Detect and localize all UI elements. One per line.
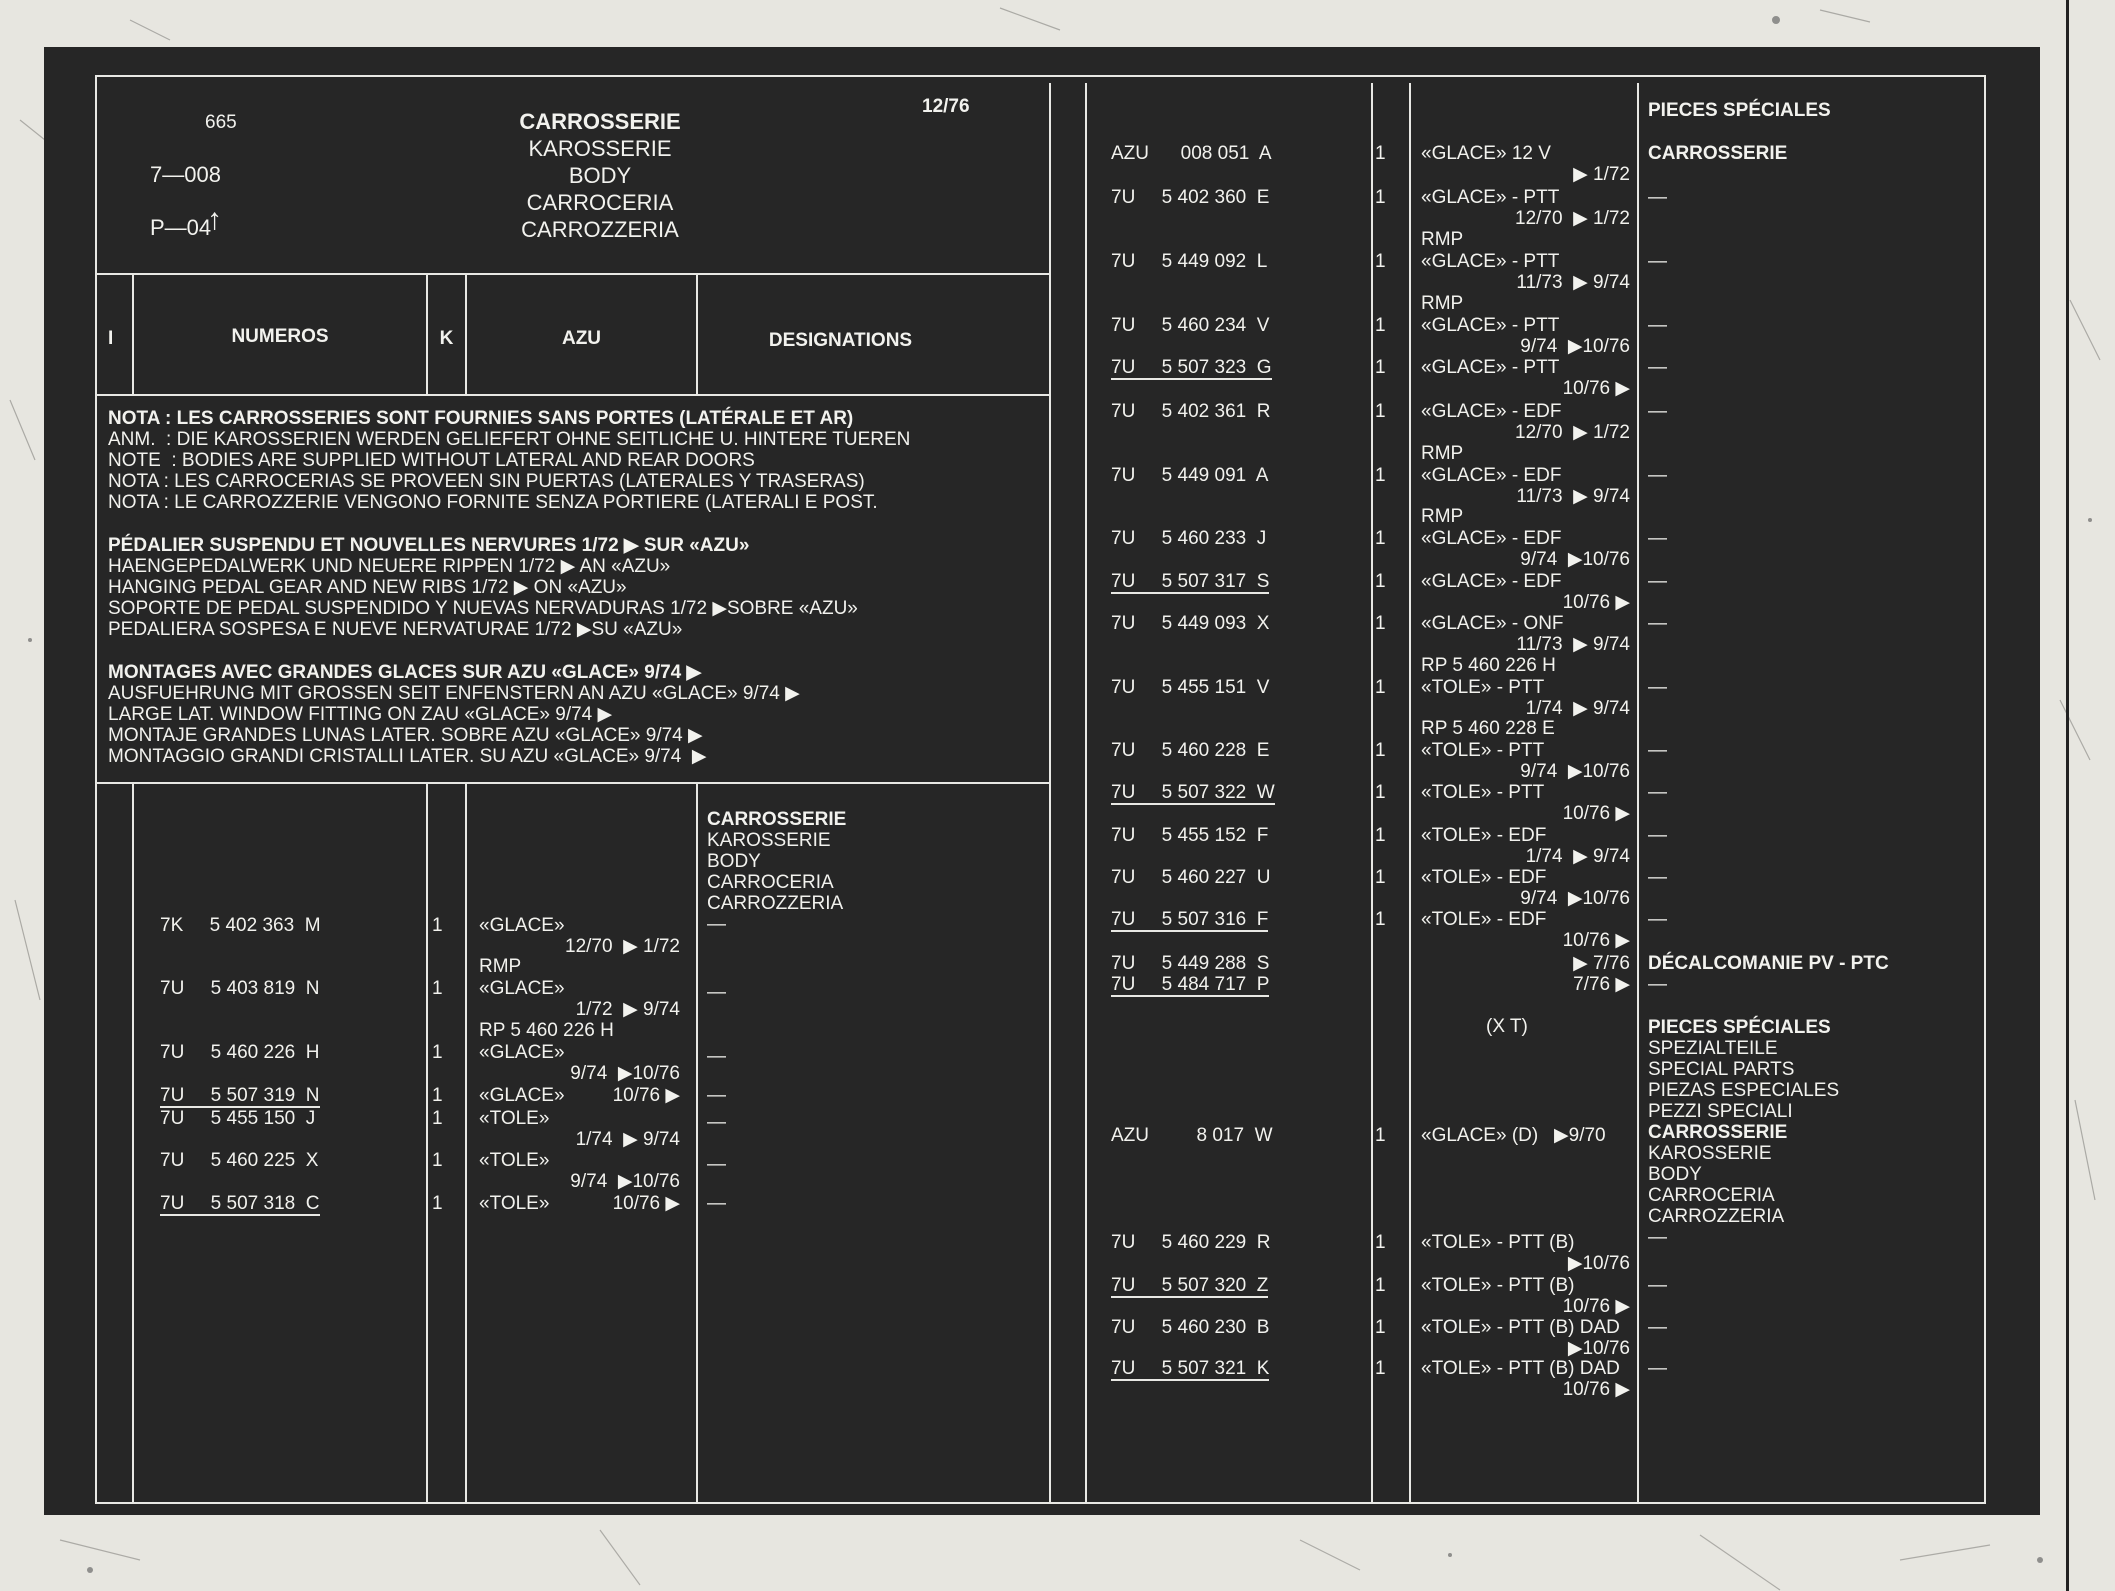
- quantity: 1: [1375, 571, 1386, 592]
- azu-label: «GLACE» - PTT: [1421, 357, 1560, 378]
- designation: —: [1648, 251, 1667, 272]
- azu-label: «TOLE» - PTT: [1421, 740, 1545, 761]
- period: 7/76 ▶: [1573, 974, 1630, 995]
- azu-label: «TOLE» - PTT (B) DAD: [1421, 1358, 1620, 1379]
- quantity: 1: [1375, 187, 1386, 208]
- title-line: BODY: [568, 163, 632, 188]
- designation: —: [1648, 782, 1667, 803]
- azu-label: «GLACE»: [479, 978, 565, 999]
- part-number: 7U 5 402 360 E: [1111, 187, 1270, 208]
- part-number: 7U 5 507 321 K: [1111, 1358, 1270, 1379]
- period: 10/76 ▶: [612, 1193, 680, 1214]
- quantity: 1: [1375, 465, 1386, 486]
- note-line: LARGE LAT. WINDOW FITTING ON ZAU «GLACE» 9/74 ▶: [108, 704, 613, 725]
- grid-line: [1637, 83, 1639, 1504]
- quantity: 1: [1375, 782, 1386, 803]
- period: 9/74 ▶10/76: [1520, 549, 1630, 570]
- grid-line: [1371, 83, 1373, 1504]
- quantity: 1: [1375, 357, 1386, 378]
- part-number: 7U 5 460 226 H: [160, 1042, 320, 1063]
- special-titles: [1648, 1017, 1839, 1248]
- designation: —: [1648, 825, 1667, 846]
- grid-line: [1409, 83, 1411, 1504]
- period: 9/74 ▶10/76: [570, 1063, 680, 1084]
- quantity: 1: [432, 1108, 443, 1129]
- note-line: SOPORTE DE PEDAL SUSPENDIDO Y NUEVAS NERVADURAS 1/72 ▶SOBRE «AZU»: [108, 598, 858, 619]
- grid-line: [696, 782, 698, 1504]
- grid-line: [132, 782, 134, 1504]
- period: 9/74 ▶10/76: [1520, 761, 1630, 782]
- part-number: 7U 5 460 227 U: [1111, 867, 1271, 888]
- designation: —: [1648, 867, 1667, 888]
- note-line: NOTA : LE CARROZZERIE VENGONO FORNITE SENZA PORTIERE (LATERALI E POST.: [108, 492, 878, 513]
- quantity: 1: [432, 1150, 443, 1171]
- grid-line: [95, 782, 1050, 784]
- designation: —: [707, 1046, 726, 1067]
- azu-label: «TOLE»: [479, 1150, 550, 1171]
- heading-line: BODY: [707, 851, 761, 872]
- note-line: PEDALIERA SOSPESA E NUEVE NERVATURAE 1/72 ▶SU «AZU»: [108, 619, 683, 640]
- period: 1/74 ▶ 9/74: [1525, 846, 1630, 867]
- part-number: 7U 5 507 317 S: [1111, 571, 1270, 592]
- part-number: 7U 5 460 233 J: [1111, 528, 1267, 549]
- quantity: 1: [1375, 1317, 1386, 1338]
- period: 10/76 ▶: [1562, 592, 1630, 613]
- designation: —: [1648, 528, 1667, 549]
- azu-label: «GLACE»: [479, 1042, 565, 1063]
- grid-line: [95, 273, 1050, 275]
- designation: —: [1648, 401, 1667, 422]
- designation: —: [1648, 909, 1667, 930]
- quantity: 1: [1375, 825, 1386, 846]
- special-line: CARROCERIA: [1648, 1185, 1775, 1206]
- azu-label: «TOLE»: [479, 1193, 550, 1214]
- part-number: 7U 5 460 230 B: [1111, 1317, 1270, 1338]
- special-line: PEZZI SPECIALI: [1648, 1101, 1793, 1122]
- period: ▶ 7/76: [1573, 953, 1630, 974]
- prefix-note: RP 5 460 228 E: [1421, 718, 1555, 739]
- part-number: 7U 5 455 151 V: [1111, 677, 1270, 698]
- designation: —: [1648, 357, 1667, 378]
- part-number: 7U 5 507 323 G: [1111, 357, 1272, 378]
- note-line: HANGING PEDAL GEAR AND NEW RIBS 1/72 ▶ ON «AZU»: [108, 577, 627, 598]
- period: 11/73 ▶ 9/74: [1516, 486, 1630, 507]
- part-number: 7U 5 449 091 A: [1111, 465, 1269, 486]
- part-number: 7U 5 507 318 C: [160, 1193, 320, 1214]
- period: 11/73 ▶ 9/74: [1516, 634, 1630, 655]
- quantity: 1: [432, 915, 443, 936]
- designation: —: [1648, 1275, 1667, 1296]
- period: 11/73 ▶ 9/74: [1516, 272, 1630, 293]
- col-header-k: K: [439, 328, 454, 349]
- part-number: 7U 5 484 717 P: [1111, 974, 1270, 995]
- prefix-note: RMP: [1421, 506, 1464, 527]
- title-line: CARROCERIA: [526, 190, 674, 215]
- quantity: 1: [432, 1085, 443, 1106]
- azu-label: «TOLE» - EDF: [1421, 867, 1547, 888]
- ref-number-2: P—04: [150, 215, 212, 240]
- azu-label: «GLACE» - PTT: [1421, 315, 1560, 336]
- designation: —: [1648, 740, 1667, 761]
- heading-line: CARROZZERIA: [707, 893, 844, 914]
- heading-line: CARROCERIA: [707, 872, 834, 893]
- prefix-note: RMP: [1421, 293, 1464, 314]
- azu-label: «GLACE» - EDF: [1421, 571, 1562, 592]
- designation: —: [1648, 1317, 1667, 1338]
- heading-dash: —: [707, 914, 726, 935]
- part-number: 7U 5 507 322 W: [1111, 782, 1275, 803]
- azu-label: «TOLE» - PTT (B) DAD: [1421, 1317, 1620, 1338]
- page-number: 665: [205, 112, 237, 133]
- title-line: KAROSSERIE: [528, 136, 672, 161]
- part-number: 7U 5 449 093 X: [1111, 613, 1270, 634]
- quantity: 1: [1375, 1275, 1386, 1296]
- period: 10/76 ▶: [1562, 1296, 1630, 1317]
- part-number: 7U 5 507 316 F: [1111, 909, 1269, 930]
- azu-label: «TOLE» - EDF: [1421, 909, 1547, 930]
- designation: DÉCALCOMANIE PV - PTC: [1648, 953, 1889, 974]
- note-line: ANM. : DIE KAROSSERIEN WERDEN GELIEFERT OHNE SEITLICHE U. HINTERE TUEREN: [108, 429, 911, 450]
- designation: —: [1648, 571, 1667, 592]
- azu-label: «GLACE» - PTT: [1421, 187, 1560, 208]
- ref-number: 7—008: [150, 162, 221, 187]
- period: 12/70 ▶ 1/72: [565, 936, 680, 957]
- azu-label: «TOLE» - PTT (B): [1421, 1275, 1575, 1296]
- designation: —: [1648, 613, 1667, 634]
- designation: —: [1648, 1358, 1667, 1379]
- azu-label: «GLACE» - PTT: [1421, 251, 1560, 272]
- special-dash: —: [1648, 1227, 1667, 1248]
- azu-label: «GLACE» - EDF: [1421, 528, 1562, 549]
- period: 10/76 ▶: [1562, 1379, 1630, 1400]
- quantity: 1: [1375, 401, 1386, 422]
- azu-label: «TOLE» - PTT: [1421, 677, 1545, 698]
- designation: —: [1648, 187, 1667, 208]
- quantity: 1: [1375, 613, 1386, 634]
- designation: —: [1648, 677, 1667, 698]
- designation: CARROSSERIE: [1648, 143, 1788, 164]
- note-line: HAENGEPEDALWERK UND NEUERE RIPPEN 1/72 ▶ AN «AZU»: [108, 556, 671, 577]
- main-title: [420, 108, 780, 243]
- period: 10/76 ▶: [1562, 930, 1630, 951]
- grid-line: [426, 782, 428, 1504]
- special-line: CARROZZERIA: [1648, 1206, 1785, 1227]
- part-number: 7U 5 460 234 V: [1111, 315, 1270, 336]
- quantity: 1: [1375, 867, 1386, 888]
- special-line: PIECES SPÉCIALES: [1648, 1017, 1831, 1038]
- period: 12/70 ▶ 1/72: [1515, 208, 1630, 229]
- quantity: 1: [1375, 251, 1386, 272]
- designation: —: [1648, 974, 1667, 995]
- period: ▶10/76: [1567, 1253, 1630, 1274]
- azu-label: «GLACE» - EDF: [1421, 401, 1562, 422]
- pieces-header: PIECES SPÉCIALES: [1648, 100, 1831, 121]
- period: 12/70 ▶ 1/72: [1515, 422, 1630, 443]
- part-number: 7U 5 455 152 F: [1111, 825, 1269, 846]
- note-line: MONTAJE GRANDES LUNAS LATER. SOBRE AZU «GLACE» 9/74 ▶: [108, 725, 703, 746]
- azu-label: «GLACE» 12 V: [1421, 143, 1551, 164]
- note-line: PÉDALIER SUSPENDU ET NOUVELLES NERVURES 1/72 ▶ SUR «AZU»: [108, 535, 750, 556]
- period: 1/74 ▶ 9/74: [1525, 698, 1630, 719]
- issue-date: 12/76: [922, 96, 970, 117]
- period: ▶ 1/72: [1573, 164, 1630, 185]
- designation: —: [707, 982, 726, 1003]
- prefix-note: RMP: [1421, 443, 1464, 464]
- part-number: AZU 008 051 A: [1111, 143, 1272, 164]
- note-line: NOTA : LES CARROSSERIES SONT FOURNIES SANS PORTES (LATÉRALE ET AR): [108, 408, 854, 429]
- note-line: MONTAGGIO GRANDI CRISTALLI LATER. SU AZU «GLACE» 9/74 ▶: [108, 746, 707, 767]
- col-header-azu: AZU: [561, 328, 602, 349]
- quantity: 1: [1375, 143, 1386, 164]
- quantity: 1: [1375, 1125, 1386, 1146]
- title-line: CARROZZERIA: [521, 217, 679, 242]
- quantity: 1: [1375, 909, 1386, 930]
- designation: —: [707, 1193, 726, 1214]
- quantity: 1: [1375, 740, 1386, 761]
- designation: —: [1648, 315, 1667, 336]
- period: 9/74 ▶10/76: [1520, 336, 1630, 357]
- quantity: 1: [432, 1042, 443, 1063]
- period: 10/76 ▶: [612, 1085, 680, 1106]
- azu-label: «GLACE»: [479, 915, 565, 936]
- grid-line: [465, 782, 467, 1504]
- designation: —: [707, 1112, 726, 1133]
- heading-line: CARROSSERIE: [707, 809, 847, 830]
- quantity: 1: [1375, 1358, 1386, 1379]
- prefix-note: RP 5 460 226 H: [1421, 655, 1556, 676]
- azu-label: «GLACE» (D) ▶9/70: [1421, 1125, 1606, 1146]
- section-heading: [707, 809, 846, 935]
- heading-line: KAROSSERIE: [707, 830, 831, 851]
- col-header-i: I: [108, 328, 114, 349]
- title-line: CARROSSERIE: [519, 109, 681, 134]
- azu-label: «GLACE» - ONF: [1421, 613, 1564, 634]
- part-number: 7U 5 449 288 S: [1111, 953, 1270, 974]
- azu-label: «TOLE» - EDF: [1421, 825, 1547, 846]
- special-line: CARROSSERIE: [1648, 1122, 1788, 1143]
- prefix-note: RP 5 460 226 H: [479, 1020, 614, 1041]
- period: 10/76 ▶: [1562, 803, 1630, 824]
- quantity: 1: [1375, 528, 1386, 549]
- period: 10/76 ▶: [1562, 378, 1630, 399]
- period: 9/74 ▶10/76: [1520, 888, 1630, 909]
- quantity: 1: [432, 1193, 443, 1214]
- part-number: 7U 5 449 092 L: [1111, 251, 1268, 272]
- table-frame: [95, 75, 1986, 1504]
- part-number: 7U 5 402 361 R: [1111, 401, 1271, 422]
- special-line: SPECIAL PARTS: [1648, 1059, 1795, 1080]
- note-line: NOTA : LES CARROCERIAS SE PROVEEN SIN PUERTAS (LATERALES Y TRASERAS): [108, 471, 865, 492]
- prefix-note: RMP: [1421, 229, 1464, 250]
- grid-line: [95, 394, 1050, 396]
- part-number: AZU 8 017 W: [1111, 1125, 1273, 1146]
- note-line: MONTAGES AVEC GRANDES GLACES SUR AZU «GLACE» 9/74 ▶: [108, 662, 702, 683]
- col-header-designations: DESIGNATIONS: [768, 330, 913, 351]
- period: 1/74 ▶ 9/74: [575, 1129, 680, 1150]
- period: ▶10/76: [1567, 1338, 1630, 1359]
- period: 1/72 ▶ 9/74: [575, 999, 680, 1020]
- part-number: 7U 5 403 819 N: [160, 978, 320, 999]
- quantity: 1: [1375, 677, 1386, 698]
- part-number: 7U 5 460 229 R: [1111, 1232, 1271, 1253]
- period: 9/74 ▶10/76: [570, 1171, 680, 1192]
- part-number: 7U 5 507 320 Z: [1111, 1275, 1269, 1296]
- grid-line: [1049, 83, 1051, 1504]
- prefix-note: RMP: [479, 956, 522, 977]
- azu-label: «GLACE»: [479, 1085, 565, 1106]
- note-line: NOTE : BODIES ARE SUPPLIED WITHOUT LATERAL AND REAR DOORS: [108, 450, 755, 471]
- up-arrow-icon: ↑: [207, 203, 222, 236]
- xt-label: (X T): [1486, 1016, 1528, 1037]
- quantity: 1: [1375, 1232, 1386, 1253]
- part-number: 7K 5 402 363 M: [160, 915, 321, 936]
- azu-label: «TOLE» - PTT: [1421, 782, 1545, 803]
- special-line: PIEZAS ESPECIALES: [1648, 1080, 1840, 1101]
- special-line: SPEZIALTEILE: [1648, 1038, 1778, 1059]
- note-line: AUSFUEHRUNG MIT GROSSEN SEIT ENFENSTERN AN AZU «GLACE» 9/74 ▶: [108, 683, 800, 704]
- azu-label: «TOLE» - PTT (B): [1421, 1232, 1575, 1253]
- part-number: 7U 5 460 225 X: [160, 1150, 319, 1171]
- designation: —: [1648, 465, 1667, 486]
- col-header-numeros: NUMEROS: [231, 326, 329, 347]
- special-line: BODY: [1648, 1164, 1702, 1185]
- quantity: 1: [1375, 315, 1386, 336]
- notes-block: [108, 408, 1038, 767]
- designation: —: [707, 1085, 726, 1106]
- azu-label: «TOLE»: [479, 1108, 550, 1129]
- quantity: 1: [432, 978, 443, 999]
- special-line: KAROSSERIE: [1648, 1143, 1772, 1164]
- designation: —: [707, 1154, 726, 1175]
- part-number: 7U 5 455 150 J: [160, 1108, 316, 1129]
- part-number: 7U 5 460 228 E: [1111, 740, 1270, 761]
- part-number: 7U 5 507 319 N: [160, 1085, 320, 1106]
- grid-line: [1085, 83, 1087, 1504]
- azu-label: «GLACE» - EDF: [1421, 465, 1562, 486]
